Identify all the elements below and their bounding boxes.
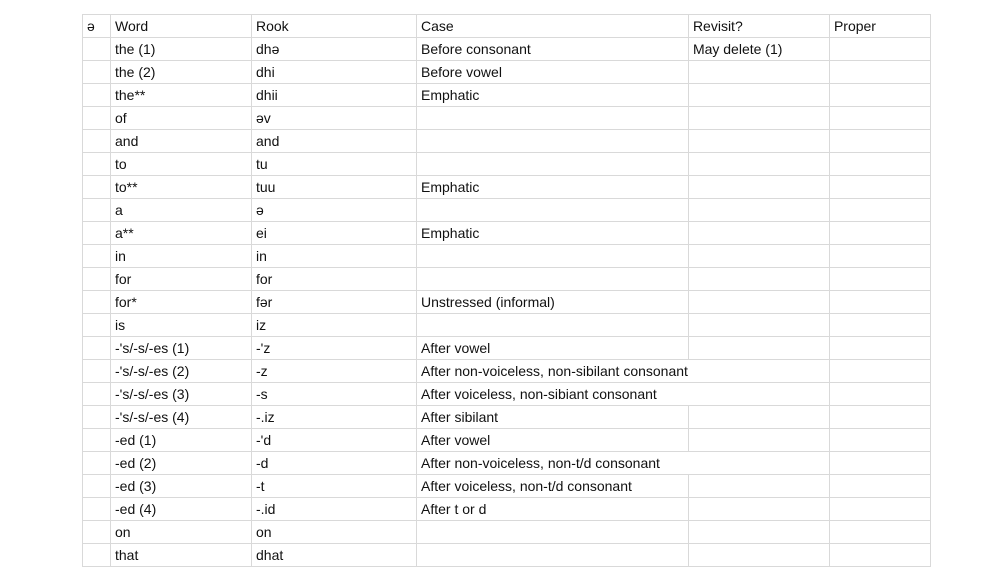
- case-cell[interactable]: [417, 107, 689, 130]
- word-cell[interactable]: [111, 475, 252, 498]
- word-cell[interactable]: [111, 406, 252, 429]
- row-marker-cell[interactable]: [83, 314, 111, 337]
- revisit-text: May delete (1): [692, 40, 783, 57]
- revisit-cell[interactable]: [688, 61, 829, 84]
- proper-cell[interactable]: [829, 222, 930, 245]
- proper-cell[interactable]: [829, 521, 930, 544]
- word-cell[interactable]: [111, 61, 252, 84]
- case-header-cell[interactable]: Case: [417, 15, 689, 38]
- case-cell[interactable]: [417, 245, 689, 268]
- rook-text: -'z: [256, 339, 271, 356]
- rook-cell[interactable]: [252, 429, 417, 452]
- word-text: a: [115, 201, 123, 218]
- case-cell[interactable]: [417, 498, 689, 521]
- case-text: After vowel: [421, 339, 491, 356]
- case-text: After vowel: [421, 431, 491, 448]
- rook-text: dhat: [256, 546, 284, 563]
- case-cell[interactable]: [417, 199, 689, 222]
- row-marker-cell[interactable]: [83, 521, 111, 544]
- proper-cell[interactable]: [829, 245, 930, 268]
- revisit-cell[interactable]: [688, 153, 829, 176]
- proper-cell[interactable]: [829, 268, 930, 291]
- header-row: [83, 15, 931, 38]
- table-row: [83, 199, 931, 222]
- rook-text: -d: [256, 454, 269, 471]
- rook-text: fər: [256, 293, 273, 310]
- case-cell[interactable]: [417, 452, 689, 475]
- row-marker-cell[interactable]: [83, 383, 111, 406]
- row-marker-cell[interactable]: [83, 406, 111, 429]
- rook-text: for: [256, 270, 273, 287]
- table-row: [83, 153, 931, 176]
- case-cell[interactable]: [417, 84, 689, 107]
- word-cell[interactable]: [111, 130, 252, 153]
- rook-cell[interactable]: [252, 314, 417, 337]
- word-text: to: [115, 155, 127, 172]
- word-cell[interactable]: [111, 314, 252, 337]
- table-row: [83, 38, 931, 61]
- rook-text: in: [256, 247, 267, 264]
- word-text: the (1): [115, 40, 156, 57]
- case-text: Before vowel: [421, 63, 502, 80]
- case-text: After voiceless, non-t/d consonant: [421, 477, 632, 494]
- word-cell[interactable]: [111, 337, 252, 360]
- proper-cell[interactable]: [829, 153, 930, 176]
- case-cell[interactable]: [417, 268, 689, 291]
- row-marker-cell[interactable]: [83, 268, 111, 291]
- proper-cell[interactable]: [829, 84, 930, 107]
- word-text: that: [115, 546, 139, 563]
- rook-cell[interactable]: [252, 84, 417, 107]
- proper-cell[interactable]: [829, 544, 930, 567]
- case-cell[interactable]: [417, 314, 689, 337]
- rook-text: -'d: [256, 431, 272, 448]
- row-marker-cell[interactable]: [83, 199, 111, 222]
- rook-cell[interactable]: [252, 360, 417, 383]
- word-table: [82, 14, 931, 567]
- case-cell[interactable]: [417, 544, 689, 567]
- case-cell[interactable]: [417, 475, 689, 498]
- rook-cell[interactable]: [252, 475, 417, 498]
- row-marker-cell[interactable]: [83, 61, 111, 84]
- case-cell[interactable]: [417, 130, 689, 153]
- case-cell[interactable]: [417, 521, 689, 544]
- word-text: -ed (4): [115, 500, 157, 517]
- revisit-cell[interactable]: [688, 84, 829, 107]
- revisit-cell[interactable]: [688, 360, 829, 383]
- word-cell[interactable]: [111, 245, 252, 268]
- rook-text: əv: [256, 109, 271, 126]
- word-cell[interactable]: [111, 107, 252, 130]
- word-text: on: [115, 523, 131, 540]
- proper-cell[interactable]: [829, 383, 930, 406]
- table-row: [83, 337, 931, 360]
- word-cell[interactable]: [111, 383, 252, 406]
- table-row: [83, 107, 931, 130]
- word-cell[interactable]: [111, 199, 252, 222]
- revisit-cell[interactable]: [688, 199, 829, 222]
- row-marker-cell[interactable]: [83, 544, 111, 567]
- table-row: [83, 452, 931, 475]
- rook-text: iz: [256, 316, 267, 333]
- revisit-cell[interactable]: [688, 337, 829, 360]
- rook-text: -t: [256, 477, 265, 494]
- table-row: [83, 84, 931, 107]
- row-marker-cell[interactable]: [83, 245, 111, 268]
- word-cell[interactable]: [111, 452, 252, 475]
- case-cell[interactable]: [417, 176, 689, 199]
- case-text: After non-voiceless, non-sibilant consonant: [421, 362, 688, 379]
- rook-cell[interactable]: [252, 222, 417, 245]
- word-header-cell[interactable]: Word: [111, 15, 252, 38]
- proper-cell[interactable]: [829, 498, 930, 521]
- case-cell[interactable]: [417, 291, 689, 314]
- table-row: [83, 429, 931, 452]
- revisit-cell[interactable]: [688, 268, 829, 291]
- proper-cell[interactable]: [829, 429, 930, 452]
- proper-cell[interactable]: [829, 291, 930, 314]
- word-cell[interactable]: [111, 268, 252, 291]
- table-row: [83, 406, 931, 429]
- rook-text: -.iz: [256, 408, 275, 425]
- revisit-cell[interactable]: [688, 245, 829, 268]
- revisit-cell[interactable]: [688, 291, 829, 314]
- word-text: -ed (2): [115, 454, 157, 471]
- word-text: -'s/-s/-es (1): [115, 339, 190, 356]
- revisit-cell[interactable]: [688, 521, 829, 544]
- proper-cell[interactable]: [829, 337, 930, 360]
- case-cell[interactable]: [417, 429, 689, 452]
- table-row: [83, 498, 931, 521]
- rook-text: -z: [256, 362, 268, 379]
- revisit-cell[interactable]: [688, 314, 829, 337]
- rook-cell[interactable]: [252, 130, 417, 153]
- revisit-cell[interactable]: [688, 429, 829, 452]
- case-cell[interactable]: [417, 38, 689, 61]
- word-cell[interactable]: [111, 38, 252, 61]
- rook-cell[interactable]: [252, 38, 417, 61]
- case-cell[interactable]: [417, 61, 689, 84]
- rook-cell[interactable]: [252, 268, 417, 291]
- word-cell[interactable]: [111, 291, 252, 314]
- case-cell[interactable]: [417, 153, 689, 176]
- word-text: -ed (3): [115, 477, 157, 494]
- rook-text: tu: [256, 155, 268, 172]
- table-row: [83, 268, 931, 291]
- table-row: [83, 314, 931, 337]
- rook-cell[interactable]: [252, 61, 417, 84]
- rook-text: tuu: [256, 178, 276, 195]
- revisit-cell[interactable]: [688, 176, 829, 199]
- word-text: -'s/-s/-es (3): [115, 385, 190, 402]
- revisit-cell[interactable]: [688, 475, 829, 498]
- revisit-header-cell[interactable]: Revisit?: [688, 15, 829, 38]
- rook-text: ei: [256, 224, 267, 241]
- table-row: [83, 176, 931, 199]
- revisit-cell[interactable]: [688, 452, 829, 475]
- case-cell[interactable]: [417, 383, 689, 406]
- row-marker-cell[interactable]: [83, 452, 111, 475]
- revisit-cell[interactable]: [688, 107, 829, 130]
- table-row: [83, 245, 931, 268]
- proper-cell[interactable]: [829, 314, 930, 337]
- word-text: and: [115, 132, 139, 149]
- marker-header-cell[interactable]: ə: [83, 15, 111, 38]
- rook-cell[interactable]: [252, 383, 417, 406]
- rook-header-cell[interactable]: Rook: [252, 15, 417, 38]
- proper-cell[interactable]: [829, 130, 930, 153]
- table-row: [83, 222, 931, 245]
- word-cell[interactable]: [111, 498, 252, 521]
- rook-cell[interactable]: [252, 544, 417, 567]
- word-text: to**: [115, 178, 138, 195]
- case-text: Emphatic: [421, 224, 480, 241]
- rook-cell[interactable]: [252, 199, 417, 222]
- row-marker-cell[interactable]: [83, 153, 111, 176]
- row-marker-cell[interactable]: [83, 107, 111, 130]
- revisit-cell[interactable]: [688, 498, 829, 521]
- rook-cell[interactable]: [252, 498, 417, 521]
- word-cell[interactable]: [111, 153, 252, 176]
- word-text: in: [115, 247, 126, 264]
- word-cell[interactable]: [111, 176, 252, 199]
- case-cell[interactable]: [417, 406, 689, 429]
- rook-text: and: [256, 132, 280, 149]
- proper-cell[interactable]: [829, 61, 930, 84]
- proper-cell[interactable]: [829, 406, 930, 429]
- proper-header-cell[interactable]: Proper: [829, 15, 930, 38]
- word-text: for: [115, 270, 132, 287]
- proper-cell[interactable]: [829, 38, 930, 61]
- word-text: -'s/-s/-es (4): [115, 408, 190, 425]
- word-cell[interactable]: [111, 544, 252, 567]
- word-text: -'s/-s/-es (2): [115, 362, 190, 379]
- case-text: After voiceless, non-sibiant consonant: [421, 385, 657, 402]
- table-row: [83, 61, 931, 84]
- word-text: of: [115, 109, 127, 126]
- case-text: Emphatic: [421, 178, 480, 195]
- proper-cell[interactable]: [829, 107, 930, 130]
- rook-cell[interactable]: [252, 107, 417, 130]
- table-row: [83, 544, 931, 567]
- rook-text: -.id: [256, 500, 276, 517]
- case-text: After t or d: [421, 500, 487, 517]
- word-cell[interactable]: [111, 360, 252, 383]
- case-text: Emphatic: [421, 86, 480, 103]
- case-text: After sibilant: [421, 408, 499, 425]
- rook-text: -s: [256, 385, 268, 402]
- word-text: a**: [115, 224, 134, 241]
- row-marker-cell[interactable]: [83, 360, 111, 383]
- proper-cell[interactable]: [829, 176, 930, 199]
- table-row: [83, 291, 931, 314]
- revisit-cell[interactable]: [688, 38, 829, 61]
- rook-text: ə: [256, 201, 264, 218]
- revisit-cell[interactable]: [688, 383, 829, 406]
- row-marker-cell[interactable]: [83, 498, 111, 521]
- rook-cell[interactable]: [252, 176, 417, 199]
- case-text: After non-voiceless, non-t/d consonant: [421, 454, 660, 471]
- case-cell[interactable]: [417, 337, 689, 360]
- row-marker-cell[interactable]: [83, 222, 111, 245]
- row-marker-cell[interactable]: [83, 475, 111, 498]
- revisit-cell[interactable]: [688, 130, 829, 153]
- table-row: [83, 360, 931, 383]
- table-row: [83, 383, 931, 406]
- case-cell[interactable]: [417, 360, 689, 383]
- rook-text: dhii: [256, 86, 278, 103]
- rook-cell[interactable]: [252, 521, 417, 544]
- revisit-cell[interactable]: [688, 222, 829, 245]
- case-cell[interactable]: [417, 222, 689, 245]
- rook-cell[interactable]: [252, 245, 417, 268]
- proper-cell[interactable]: [829, 475, 930, 498]
- table-row: [83, 130, 931, 153]
- rook-cell[interactable]: [252, 406, 417, 429]
- proper-cell[interactable]: [829, 360, 930, 383]
- rook-text: dhi: [256, 63, 275, 80]
- rook-text: dhə: [256, 40, 280, 57]
- word-cell[interactable]: [111, 429, 252, 452]
- rook-text: on: [256, 523, 272, 540]
- rook-cell[interactable]: [252, 337, 417, 360]
- row-marker-cell[interactable]: [83, 176, 111, 199]
- word-text: for*: [115, 293, 137, 310]
- word-text: the**: [115, 86, 146, 103]
- word-cell[interactable]: [111, 521, 252, 544]
- rook-cell[interactable]: [252, 153, 417, 176]
- word-text: is: [115, 316, 126, 333]
- word-cell[interactable]: [111, 84, 252, 107]
- revisit-cell[interactable]: [688, 544, 829, 567]
- word-cell[interactable]: [111, 222, 252, 245]
- proper-cell[interactable]: [829, 452, 930, 475]
- row-marker-cell[interactable]: [83, 337, 111, 360]
- case-text: Before consonant: [421, 40, 531, 57]
- rook-cell[interactable]: [252, 452, 417, 475]
- word-text: the (2): [115, 63, 156, 80]
- row-marker-cell[interactable]: [83, 38, 111, 61]
- table-row: [83, 475, 931, 498]
- row-marker-cell[interactable]: [83, 429, 111, 452]
- rook-cell[interactable]: [252, 291, 417, 314]
- row-marker-cell[interactable]: [83, 84, 111, 107]
- table-row: [83, 521, 931, 544]
- row-marker-cell[interactable]: [83, 291, 111, 314]
- row-marker-cell[interactable]: [83, 130, 111, 153]
- case-text: Unstressed (informal): [421, 293, 555, 310]
- proper-cell[interactable]: [829, 199, 930, 222]
- word-text: -ed (1): [115, 431, 157, 448]
- revisit-cell[interactable]: [688, 406, 829, 429]
